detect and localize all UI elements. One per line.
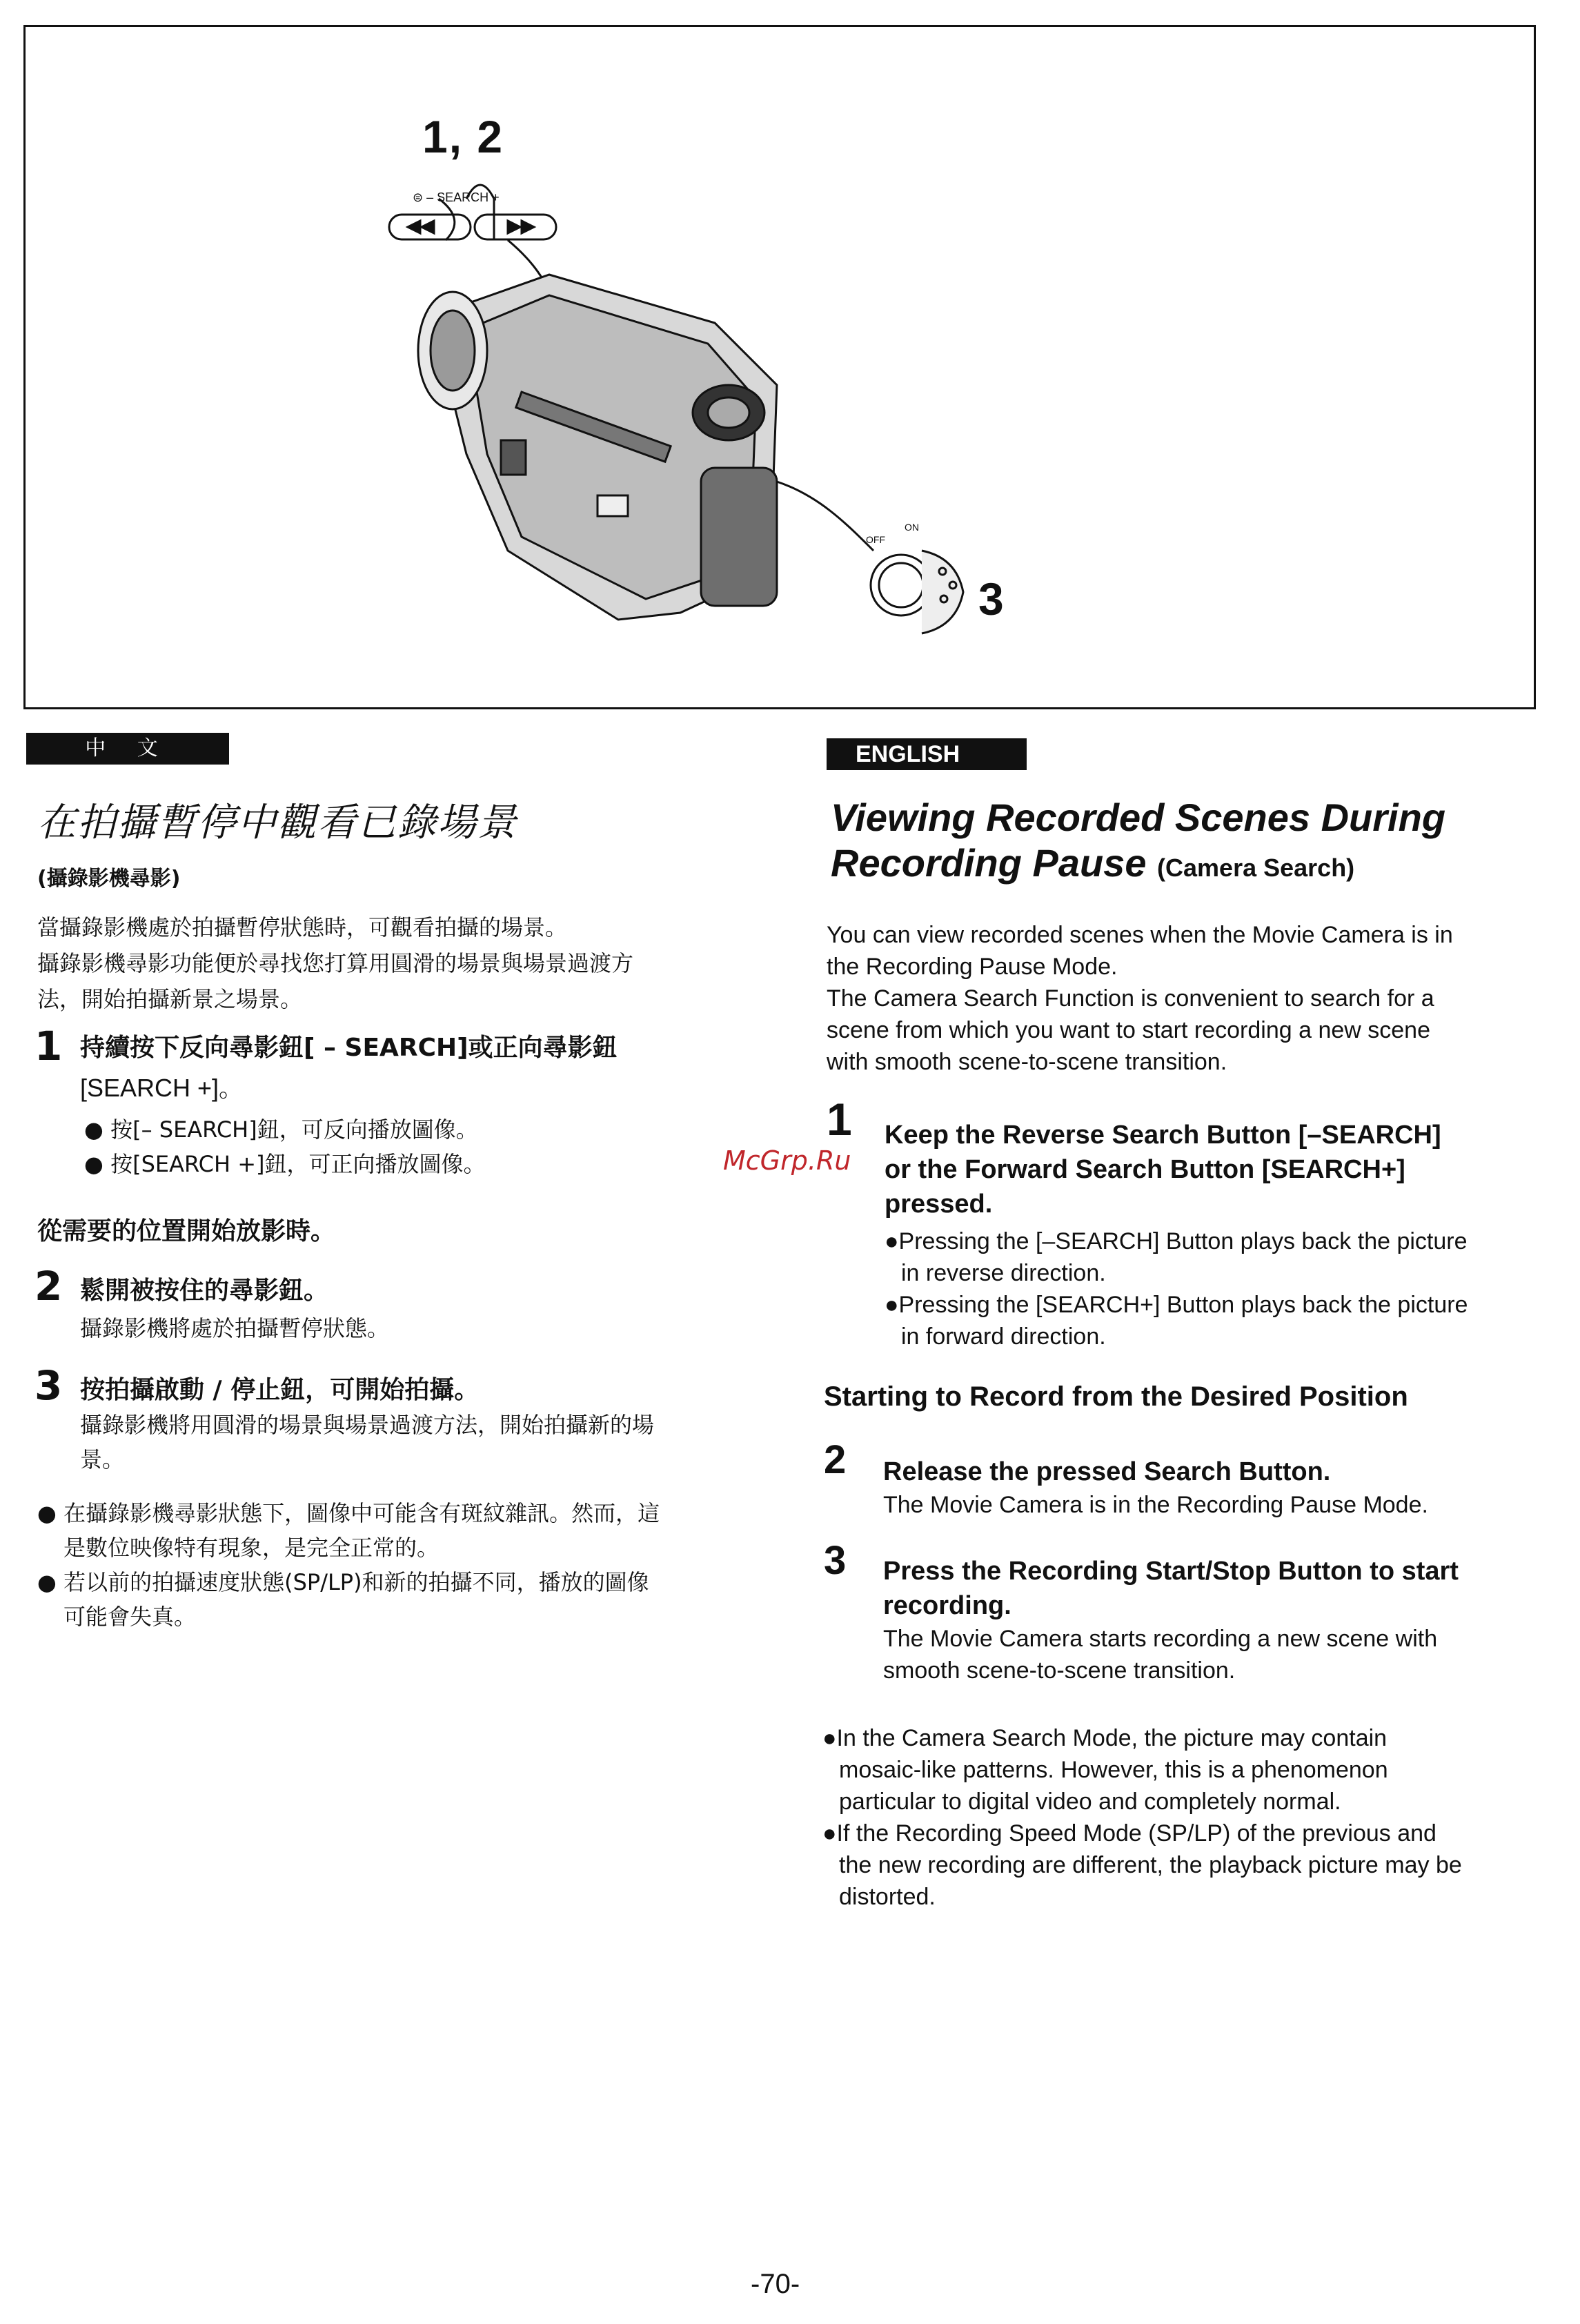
list-item: ● 按[– SEARCH]鈕，可反向播放圖像。 xyxy=(84,1116,478,1143)
list-item: ● 按[SEARCH +]鈕，可正向播放圖像。 xyxy=(84,1151,486,1177)
en-step-2-body: The Movie Camera is in the Recording Pause Mode. xyxy=(883,1492,1428,1518)
en-step-2-number: 2 xyxy=(824,1437,847,1482)
zh-step-1-number: 1 xyxy=(34,1023,63,1070)
note-text: distorted. xyxy=(839,1884,936,1910)
en-step-3-body xyxy=(883,1623,1546,1686)
heading-line: Keep the Reverse Search Button [–SEARCH] xyxy=(885,1121,1441,1150)
intro-line: 攝錄影機尋影功能便於尋找您打算用圓滑的場景與場景過渡方 xyxy=(37,950,634,976)
power-switch-icon xyxy=(871,551,963,633)
bullet-text: Pressing the [–SEARCH] Button plays back the picture xyxy=(898,1228,1468,1254)
figure-callout-3: 3 xyxy=(978,573,1004,624)
figure-callout-1-2: 1, 2 xyxy=(422,111,504,162)
list-item: ●In the Camera Search Mode, the picture may contain xyxy=(822,1725,1388,1751)
chinese-subtitle: (攝錄影機尋影) xyxy=(37,867,181,891)
switch-on-label: ON xyxy=(905,522,919,533)
zh-step-3-body xyxy=(80,1408,770,1477)
title-line xyxy=(831,840,1521,891)
list-item xyxy=(37,1530,769,1565)
en-step-1-bullets xyxy=(885,1225,1547,1352)
en-step-2-heading: Release the pressed Search Button. xyxy=(883,1457,1331,1486)
title-suffix: (Camera Search) xyxy=(1157,854,1355,882)
intro-line: scene from which you want to start recording a new scene xyxy=(827,1017,1430,1043)
en-step-1-number: 1 xyxy=(827,1094,852,1145)
heading-line: pressed. xyxy=(885,1190,993,1219)
note-text: the new recording are different, the playback picture may be xyxy=(839,1852,1462,1878)
chinese-title: 在拍攝暫停中觀看已錄場景 xyxy=(37,800,517,845)
note-text: 在攝錄影機尋影狀態下，圖像中可能含有斑紋雜訊。然而，這 xyxy=(63,1500,660,1526)
zh-notes xyxy=(37,1496,769,1634)
list-item xyxy=(885,1321,1547,1352)
bullet-text: 按[SEARCH +]鈕，可正向播放圖像。 xyxy=(110,1151,486,1177)
chinese-intro xyxy=(37,909,769,1017)
heading-line: or the Forward Search Button [SEARCH+] xyxy=(885,1155,1405,1184)
intro-line: 當攝錄影機處於拍攝暫停狀態時，可觀看拍攝的場景。 xyxy=(37,914,568,941)
title-text: Recording Pause xyxy=(831,841,1147,885)
list-item xyxy=(37,1599,769,1634)
title-line: Viewing Recorded Scenes During xyxy=(831,796,1446,839)
bullet-text: in reverse direction. xyxy=(901,1260,1106,1286)
en-notes xyxy=(822,1722,1547,1913)
zh-step-3-number: 3 xyxy=(34,1362,63,1409)
bullet-text: 按[– SEARCH]鈕，可反向播放圖像。 xyxy=(110,1116,478,1143)
intro-line: 法，開始拍攝新景之場景。 xyxy=(37,986,303,1012)
body-line: 攝錄影機將用圓滑的場景與場景過渡方法，開始拍攝新的場 xyxy=(80,1412,655,1438)
list-item xyxy=(822,1849,1547,1881)
body-line: 景。 xyxy=(80,1446,125,1473)
list-item: ●If the Recording Speed Mode (SP/LP) of the previous and xyxy=(822,1820,1436,1847)
intro-line: The Camera Search Function is convenient to search for a xyxy=(827,985,1434,1012)
english-section-tab: ENGLISH xyxy=(827,738,1027,770)
note-text: 可能會失真。 xyxy=(63,1604,197,1630)
list-item xyxy=(822,1786,1547,1818)
intro-line: the Recording Pause Mode. xyxy=(827,954,1118,980)
note-text: particular to digital video and completely normal. xyxy=(839,1789,1341,1815)
en-step-3-number: 3 xyxy=(824,1538,847,1583)
note-text: mosaic-like patterns. However, this is a phenomenon xyxy=(839,1757,1388,1783)
english-title xyxy=(831,795,1521,891)
heading-line: [SEARCH +]。 xyxy=(80,1074,244,1102)
zh-start-heading: 從需要的位置開始放影時。 xyxy=(37,1217,336,1245)
heading-line: 持續按下反向尋影鈕[ – SEARCH]或正向尋影鈕 xyxy=(80,1034,618,1062)
search-button-caption: ⊜ – SEARCH + xyxy=(413,190,500,204)
camcorder-drawing xyxy=(25,26,1534,708)
intro-line: You can view recorded scenes when the Movie Camera is in xyxy=(827,922,1453,948)
heading-line: Press the Recording Start/Stop Button to start xyxy=(883,1557,1459,1586)
en-start-heading: Starting to Record from the Desired Position xyxy=(824,1381,1408,1412)
en-step-1-heading xyxy=(885,1118,1547,1221)
list-item: ●Pressing the [–SEARCH] Button plays back the picture xyxy=(885,1228,1468,1254)
bullet-text: Pressing the [SEARCH+] Button plays back the picture xyxy=(898,1292,1468,1318)
bullet-text: in forward direction. xyxy=(901,1323,1106,1350)
note-text: In the Camera Search Mode, the picture may contain xyxy=(836,1725,1388,1751)
note-text: If the Recording Speed Mode (SP/LP) of the previous and xyxy=(836,1820,1436,1847)
list-item xyxy=(822,1881,1547,1913)
zh-step-1-bullets xyxy=(84,1112,747,1181)
body-line: The Movie Camera starts recording a new scene with xyxy=(883,1626,1438,1652)
note-text: 是數位映像特有現象，是完全正常的。 xyxy=(63,1535,440,1561)
list-item: ●Pressing the [SEARCH+] Button plays back the picture xyxy=(885,1292,1468,1318)
note-text: 若以前的拍攝速度狀態(SP/LP)和新的拍攝不同，播放的圖像 xyxy=(63,1569,649,1595)
search-buttons-icon xyxy=(389,185,556,240)
intro-line: with smooth scene-to-scene transition. xyxy=(827,1049,1227,1075)
zh-step-1-heading xyxy=(80,1028,770,1108)
chinese-section-tab: 中 文 xyxy=(26,733,229,765)
english-intro xyxy=(827,919,1551,1078)
zh-step-2-heading: 鬆開被按住的尋影鈕。 xyxy=(80,1277,329,1305)
watermark: McGrp.Ru xyxy=(723,1145,851,1176)
camcorder-icon xyxy=(418,275,777,620)
heading-line: recording. xyxy=(883,1591,1011,1620)
list-item xyxy=(822,1754,1547,1786)
list-item: ● 在攝錄影機尋影狀態下，圖像中可能含有斑紋雜訊。然而，這 xyxy=(37,1500,660,1526)
zh-step-2-number: 2 xyxy=(34,1263,63,1310)
zh-step-3-heading: 按拍攝啟動 / 停止鈕，可開始拍攝。 xyxy=(80,1376,480,1404)
zh-step-2-body: 攝錄影機將處於拍攝暫停狀態。 xyxy=(80,1315,390,1341)
en-step-3-heading xyxy=(883,1554,1546,1623)
list-item xyxy=(885,1257,1547,1289)
list-item: ● 若以前的拍攝速度狀態(SP/LP)和新的拍攝不同，播放的圖像 xyxy=(37,1569,649,1595)
page-number: -70- xyxy=(751,2269,800,2299)
switch-off-label: OFF xyxy=(866,534,885,545)
body-line: smooth scene-to-scene transition. xyxy=(883,1657,1236,1684)
